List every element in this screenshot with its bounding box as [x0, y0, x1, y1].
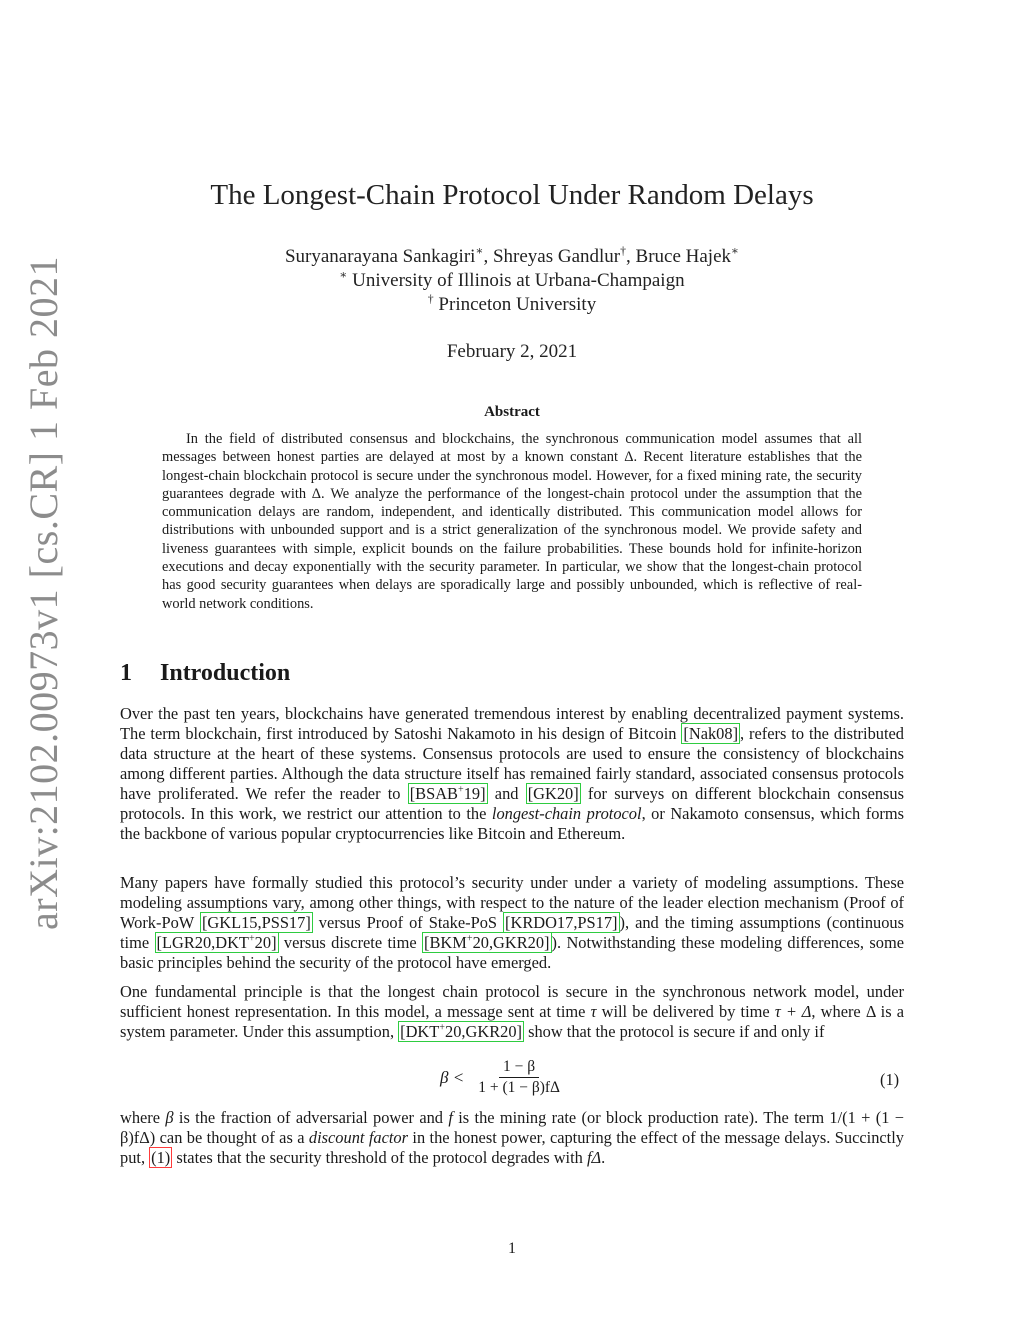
p2-text-4: versus discrete time — [278, 933, 423, 952]
paper-date: February 2, 2021 — [446, 341, 578, 362]
citation-bsab19[interactable] — [408, 783, 488, 804]
abstract-text: In the field of distributed consensus and blockchains, the synchronous communication model assumes that all messages between honest parties are delayed at most by a known constant Δ. Recent literature establishes that the longest-chain blockchain protocol is secure under the synchronous model. However, for a fixed mining rate, the security guarantees degrade with Δ. We analyze the performance of the longest-chain protocol under the assumption that the communication delays are random, independent, and identically distributed. This communication model allows for distributions with unbounded support and is a strict generalization of the synchronous model. We provide safety and liveness guarantees with simple, explicit bounds on the failure probabilities. These bounds hold for infinite-horizon executions and decay exponentially with the security parameter. In particular, we show that the longest-chain protocol has good security guarantees when delays are sporadically large and possibly unbounded, which is reflective of real-world network conditions. — [162, 431, 862, 612]
citation-gkl15-pss17[interactable]: [GKL15,PSS17] — [201, 913, 311, 932]
affiliation-2-name: Princeton University — [438, 294, 597, 315]
author-1: Suryanarayana Sankagiri — [284, 246, 476, 267]
p3-text-1: One fundamental principle is that the longest chain protocol is secure in the synchronous network model, under sufficient honest representation. In this model, a message sent at time — [120, 982, 904, 1021]
citation-gk20[interactable]: [GK20] — [527, 784, 579, 803]
equation-fraction — [474, 1058, 564, 1097]
citation-krdo17-ps17[interactable]: [KRDO17,PS17] — [505, 913, 618, 932]
p4-math-fdelta: fΔ — [586, 1148, 602, 1167]
author-list: Suryanarayana Sankagiri∗, Shreyas Gandlur†, Bruce Hajek∗ — [284, 244, 739, 267]
equation-denominator: 1 + (1 − β)fΔ — [478, 1079, 561, 1096]
p2-text-3: ), and the timing assumptions (continuous time — [120, 913, 904, 952]
citation-lgr20-end: 20] — [254, 933, 277, 952]
citation-bsab19-end: 19] — [463, 784, 486, 803]
section-number: 1 — [120, 660, 132, 686]
p1-text-5: , or Nakamoto consensus, which forms the backbone of various popular cryptocurrencies like Bitcoin and Ethereum. — [120, 804, 904, 843]
paragraph-4 — [120, 1108, 904, 1168]
citation-bkm20-sup: + — [466, 933, 473, 945]
citation-dkt20-gkr20[interactable] — [398, 1021, 524, 1042]
equation-lhs: β < — [440, 1067, 465, 1087]
equation-number: (1) — [880, 1070, 900, 1089]
equation-reference-link[interactable]: (1) — [151, 1148, 171, 1167]
author-2-mark: † — [620, 244, 627, 258]
p4-text-3: is the mining rate (or block production rate). The term 1/(1 + (1 − β)fΔ) can be thought of as a — [120, 1108, 904, 1147]
citation-bkm20-text: [BKM — [424, 933, 467, 952]
citation-lgr20-dkt20[interactable] — [155, 932, 279, 953]
p4-text-2: is the fraction of adversarial power and — [173, 1108, 449, 1127]
section-heading — [120, 660, 290, 687]
p3-text-3: , where Δ is a system parameter. Under this assumption, — [120, 1002, 904, 1041]
p1-text-4: for surveys on different blockchain consensus protocols. In this work, we restrict our attention to the — [120, 784, 904, 823]
p4-text-4: in the honest power, capturing the effect of the message delays. Succinctly put, — [120, 1128, 904, 1167]
equation-body — [440, 1058, 564, 1097]
section-title: Introduction — [160, 660, 291, 686]
author-2: Shreyas Gandlur — [492, 246, 621, 267]
paragraph-2 — [120, 873, 904, 973]
p1-text-1: Over the past ten years, blockchains have generated tremendous interest by enabling decentralized payment systems. The term blockchain, first introduced by Satoshi Nakamoto in his design of Bitcoin — [120, 704, 904, 743]
equation-numerator: 1 − β — [499, 1058, 539, 1078]
p3-text-2: will be delivered by time — [596, 1002, 775, 1021]
affiliation-2-mark: † — [427, 292, 434, 306]
author-1-mark: ∗ — [475, 244, 484, 258]
p3-text-4: show that the protocol is secure if and only if — [523, 1022, 825, 1041]
p4-text-1: where — [120, 1108, 166, 1127]
p2-text-5: ). Notwithstanding these modeling differences, some basic principles behind the security of the protocol have emerged. — [120, 933, 904, 972]
citation-bsab19-text: [BSAB — [409, 784, 458, 803]
abstract-heading: Abstract — [484, 404, 540, 420]
p2-text-2: versus Proof of Stake-PoS — [312, 913, 504, 932]
citation-dkt20-text: [DKT — [400, 1022, 440, 1041]
p4-math-beta: β — [165, 1108, 174, 1127]
affiliation-1-name: University of Illinois at Urbana-Champaign — [352, 270, 685, 291]
paper-title: The Longest-Chain Protocol Under Random Delays — [210, 179, 814, 211]
citation-bkm20-gkr20[interactable] — [422, 932, 552, 953]
author-3: Bruce Hajek — [635, 246, 731, 267]
page-number: 1 — [508, 1240, 516, 1257]
paragraph-3 — [120, 982, 904, 1042]
p3-math-tau-delta: τ + Δ — [774, 1002, 812, 1021]
p1-text-3: and — [487, 784, 526, 803]
p3-math-tau: τ — [590, 1002, 597, 1021]
p2-text-1: Many papers have formally studied this protocol’s security under under a variety of modeling assumptions. These modeling assumptions vary, among other things, with respect to the nature of the leader election mechanism (Proof of Work-PoW — [120, 873, 904, 932]
citation-dkt20-sup: + — [439, 1022, 446, 1034]
citation-dkt20-end: 20,GKR20] — [445, 1022, 522, 1041]
affiliation-1-mark: ∗ — [339, 268, 348, 282]
affiliation-1 — [0, 270, 1024, 292]
p1-text-2: , refers to the distributed data structure at the heart of these systems. Consensus protocols are used to ensure the consistency of blockchains among different parties. Although the data structure itself has remained fairly standard, associated consensus protocols have proliferated. We refer the reader to — [120, 724, 904, 803]
p4-math-f: f — [448, 1108, 453, 1127]
p4-text-6: . — [601, 1148, 606, 1167]
author-3-mark: ∗ — [731, 244, 739, 258]
citation-bkm20-end: 20,GKR20] — [472, 933, 550, 952]
paragraph-1 — [120, 704, 904, 844]
p4-text-5: states that the security threshold of the protocol degrades with — [172, 1148, 587, 1167]
p4-emphasis: discount factor — [308, 1128, 408, 1147]
p1-emphasis: longest-chain protocol — [491, 804, 642, 823]
arxiv-identifier[interactable]: arXiv:2102.00973v1 [cs.CR] 1 Feb 2021 — [21, 255, 66, 930]
citation-lgr20-text: [LGR20,DKT — [156, 933, 249, 952]
citation-nak08[interactable]: [Nak08] — [683, 724, 739, 743]
citation-lgr20-sup: + — [248, 933, 255, 945]
affiliation-2 — [0, 294, 1024, 316]
citation-bsab19-sup: + — [458, 784, 464, 796]
